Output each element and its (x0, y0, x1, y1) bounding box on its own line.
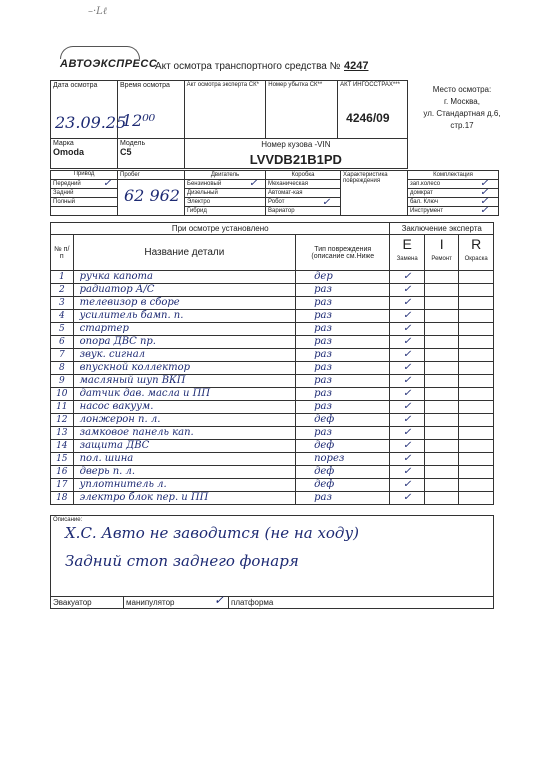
row-repair-cell (424, 453, 458, 466)
row-damage-type: раз (296, 492, 390, 505)
engine-check-icon: ✓ (249, 178, 258, 189)
drive-rear-label: Задний (53, 190, 74, 196)
notes-label: Описание: (53, 517, 83, 523)
row-repair-cell (424, 388, 458, 401)
row-damage-type: деф (296, 414, 390, 427)
row-repair-cell (424, 401, 458, 414)
ingos-value: 4246/09 (346, 111, 390, 125)
col-i-header (424, 235, 458, 271)
row-damage-type: деф (296, 466, 390, 479)
table-row (51, 310, 494, 323)
table-row (51, 427, 494, 440)
make-cell (51, 139, 118, 169)
engine-electric (185, 198, 266, 207)
row-number: 7 (51, 349, 74, 362)
row-part-name: усилитель бамп. п. (73, 310, 295, 323)
row-part-name: ручка капота (73, 271, 295, 284)
gearbox-manual-label: Механическая (268, 181, 309, 187)
row-paint-cell (459, 362, 494, 375)
time-label: Время осмотра (119, 82, 170, 89)
row-replace-check: ✓ (390, 297, 424, 310)
row-part-name: замковое панель кап. (73, 427, 295, 440)
row-damage-type: раз (296, 427, 390, 440)
col-i-sub: Ремонт (431, 256, 452, 262)
table-row (51, 323, 494, 336)
row-number: 3 (51, 297, 74, 310)
row-part-name: насос вакуум. (73, 401, 295, 414)
row-paint-cell (459, 453, 494, 466)
col-type-header (296, 235, 390, 271)
row-part-name: датчик дав. масла и ПП (73, 388, 295, 401)
expert-act-label: Акт осмотра эксперта СК* (186, 82, 259, 88)
row-number: 16 (51, 466, 74, 479)
row-number: 14 (51, 440, 74, 453)
row-repair-cell (424, 284, 458, 297)
row-repair-cell (424, 362, 458, 375)
row-part-name: звук. сигнал (73, 349, 295, 362)
vin-label: Номер кузова -VIN (261, 140, 331, 149)
col-i-letter: I (439, 236, 444, 252)
place-line-3: стр.17 (450, 121, 474, 130)
row-replace-check: ✓ (390, 284, 424, 297)
row-replace-check: ✓ (390, 336, 424, 349)
drive-check-icon: ✓ (103, 178, 112, 189)
row-part-name: уплотнитель л. (73, 479, 295, 492)
row-paint-cell (459, 414, 494, 427)
drive-front (51, 180, 118, 189)
footer-transport (50, 593, 494, 609)
row-damage-type: раз (296, 375, 390, 388)
logo-text: АВТОЭКСПРЕСС (60, 58, 158, 70)
info-row-1 (50, 80, 408, 169)
engine-diesel-label: Дизельный (187, 190, 218, 196)
engine-diesel (185, 189, 266, 198)
row-paint-cell (459, 297, 494, 310)
place-line-2: ул. Стандартная д.6, (423, 109, 501, 118)
row-damage-type: раз (296, 310, 390, 323)
row-repair-cell (424, 271, 458, 284)
damage-char-cell (341, 171, 408, 216)
row-damage-type: раз (296, 336, 390, 349)
engine-hybrid (185, 207, 266, 216)
row-damage-type: раз (296, 323, 390, 336)
equip-check-icon: ✓ (480, 187, 489, 198)
row-damage-type: раз (296, 284, 390, 297)
row-replace-check: ✓ (390, 349, 424, 362)
table-row (51, 479, 494, 492)
ingos-cell (338, 81, 408, 139)
table-row (51, 284, 494, 297)
damage-table (50, 222, 494, 505)
row-number: 6 (51, 336, 74, 349)
row-number: 4 (51, 310, 74, 323)
date-value: 23.09.25 (55, 113, 127, 132)
conclusion-label: Заключение эксперта (401, 224, 482, 233)
drive-label: Привод (73, 171, 95, 177)
table-row (51, 388, 494, 401)
row-number: 1 (51, 271, 74, 284)
row-part-name: масляный шуп ВКП (73, 375, 295, 388)
mileage-cell (118, 180, 185, 216)
table-row (51, 362, 494, 375)
row-repair-cell (424, 440, 458, 453)
table-row (51, 349, 494, 362)
row-repair-cell (424, 427, 458, 440)
row-paint-cell (459, 349, 494, 362)
row-damage-type: раз (296, 362, 390, 375)
row-number: 17 (51, 479, 74, 492)
engine-hybrid-label: Гибрид (187, 208, 207, 214)
row-part-name: лонжерон п. л. (73, 414, 295, 427)
row-paint-cell (459, 479, 494, 492)
row-number: 15 (51, 453, 74, 466)
gearbox-auto-label: Автомат-кая (268, 190, 303, 196)
engine-petrol (185, 180, 266, 189)
established-header (51, 223, 390, 235)
equip-tools (408, 207, 499, 216)
table-row (51, 414, 494, 427)
row-damage-type: дер (296, 271, 390, 284)
place-title: Место осмотра: (432, 85, 492, 94)
row-repair-cell (424, 479, 458, 492)
gearbox-manual (266, 180, 341, 189)
row-paint-cell (459, 388, 494, 401)
row-number: 12 (51, 414, 74, 427)
row-replace-check: ✓ (390, 414, 424, 427)
gearbox-label: Коробка (291, 172, 315, 178)
col-r-header (459, 235, 494, 271)
row-number: 18 (51, 492, 74, 505)
row-part-name: телевизор в сборе (73, 297, 295, 310)
row-paint-cell (459, 492, 494, 505)
equip-wrench-label: бал. Ключ (410, 199, 438, 205)
row-repair-cell (424, 375, 458, 388)
table-row (51, 466, 494, 479)
gearbox-cvt-label: Вариатор (268, 208, 295, 214)
equip-spare-label: зап.колесо (410, 181, 441, 187)
engine-petrol-label: Бензиновый (187, 181, 222, 187)
row-repair-cell (424, 297, 458, 310)
drive-front-label: Передний (53, 181, 81, 187)
drive-full (51, 198, 118, 207)
table-row (51, 492, 494, 505)
col-name-label: Название детали (144, 247, 225, 258)
row-number: 5 (51, 323, 74, 336)
place-line-1: г. Москва, (444, 97, 480, 106)
row-damage-type: раз (296, 401, 390, 414)
col-no-header (51, 235, 74, 271)
platform-cell (229, 597, 494, 609)
conclusion-header (390, 223, 494, 235)
model-cell (117, 139, 184, 169)
table-row (51, 271, 494, 284)
notes-line-2: Задний стоп заднего фонаря (65, 552, 299, 570)
ingos-label: АКТ ИНГОССТРАХ*** (340, 82, 400, 88)
col-type-label: Тип повреждения (описание см.Ниже (311, 245, 375, 260)
table-row (51, 453, 494, 466)
row-paint-cell (459, 466, 494, 479)
table-row (51, 375, 494, 388)
row-part-name: электро блок пер. и ПП (73, 492, 295, 505)
row-number: 10 (51, 388, 74, 401)
manip-check-icon: ✓ (214, 593, 225, 607)
established-label: При осмотре установлено (171, 224, 269, 233)
row-paint-cell (459, 323, 494, 336)
col-e-sub: Замена (396, 256, 418, 262)
make-label: Марка (53, 140, 74, 147)
evac-cell (51, 597, 124, 609)
notes-line-1: Х.С. Авто не заводится (не на ходу) (65, 524, 359, 542)
time-cell (117, 81, 184, 139)
row-paint-cell (459, 336, 494, 349)
row-replace-check: ✓ (390, 362, 424, 375)
table-row (51, 440, 494, 453)
col-no-label: № п/п (54, 245, 70, 260)
row-paint-cell (459, 440, 494, 453)
row-number: 13 (51, 427, 74, 440)
row-replace-check: ✓ (390, 375, 424, 388)
equip-check-icon: ✓ (480, 178, 489, 189)
equip-tools-label: Инструмент (410, 208, 444, 214)
act-number: 4247 (344, 60, 369, 72)
row-replace-check: ✓ (390, 427, 424, 440)
expert-act-cell (184, 81, 266, 139)
engine-label: Двигатель (210, 172, 240, 178)
table-row (51, 336, 494, 349)
row-number: 2 (51, 284, 74, 297)
car-logo-icon (60, 46, 140, 59)
row-damage-type: раз (296, 388, 390, 401)
loss-number-cell (266, 81, 338, 139)
mileage-header (118, 171, 185, 180)
row-repair-cell (424, 349, 458, 362)
row-part-name: защита ДВС (73, 440, 295, 453)
table-row (51, 297, 494, 310)
damage-char-label: Характеристика повреждения (343, 172, 388, 184)
row-paint-cell (459, 271, 494, 284)
row-replace-check: ✓ (390, 453, 424, 466)
model-value: C5 (119, 147, 132, 157)
col-e-letter: E (402, 236, 412, 252)
row-paint-cell (459, 427, 494, 440)
make-value: Omoda (53, 147, 85, 157)
row-damage-type: деф (296, 440, 390, 453)
platform-label: платформа (231, 598, 274, 607)
row-replace-check: ✓ (390, 401, 424, 414)
row-replace-check: ✓ (390, 492, 424, 505)
row-damage-type: деф (296, 479, 390, 492)
notes-box (50, 515, 494, 597)
row-number: 9 (51, 375, 74, 388)
gearbox-robot-label: Робот (268, 199, 285, 205)
col-name-header (73, 235, 295, 271)
row-paint-cell (459, 401, 494, 414)
corner-scribble: –·Lℓ (88, 6, 107, 17)
row-number: 8 (51, 362, 74, 375)
gearbox-robot (266, 198, 341, 207)
company-logo (60, 58, 157, 70)
row-replace-check: ✓ (390, 271, 424, 284)
document-title: Акт осмотра транспортного средства № (155, 61, 341, 72)
row-paint-cell (459, 310, 494, 323)
row-number: 11 (51, 401, 74, 414)
time-value: 12⁰⁰ (121, 111, 156, 130)
row-part-name: опора ДВС пр. (73, 336, 295, 349)
row-part-name: радиатор А/С (73, 284, 295, 297)
vin-value: LVVDB21B1PD (249, 152, 342, 167)
equip-jack-label: домкрат (410, 190, 433, 196)
equip-check-icon: ✓ (480, 196, 489, 207)
row-repair-cell (424, 492, 458, 505)
row-damage-type: порез (296, 453, 390, 466)
drive-full-label: Полный (53, 199, 75, 205)
col-e-header (390, 235, 424, 271)
col-r-sub: Окраска (464, 256, 488, 262)
row-part-name: стартер (73, 323, 295, 336)
col-r-letter: R (471, 236, 482, 252)
evac-label: Эвакуатор (53, 598, 92, 607)
loss-number-label: Номер убытка СК** (268, 82, 323, 88)
row-paint-cell (459, 284, 494, 297)
drive-empty (51, 207, 118, 216)
vin-cell (184, 139, 407, 169)
vehicle-config-row (50, 170, 499, 216)
row-part-name: впускной коллектор (73, 362, 295, 375)
row-replace-check: ✓ (390, 466, 424, 479)
row-replace-check: ✓ (390, 440, 424, 453)
gearbox-check-icon: ✓ (322, 197, 331, 208)
row-repair-cell (424, 323, 458, 336)
manip-cell (124, 593, 229, 609)
row-part-name: дверь п. л. (73, 466, 295, 479)
mileage-label: Пробег (120, 172, 140, 178)
row-damage-type: раз (296, 349, 390, 362)
row-repair-cell (424, 336, 458, 349)
gearbox-header (266, 171, 341, 180)
inspection-place (412, 84, 512, 132)
row-replace-check: ✓ (390, 323, 424, 336)
row-repair-cell (424, 414, 458, 427)
equip-label: Комплектация (433, 172, 473, 178)
mileage-value: 62 962 (124, 186, 180, 205)
row-repair-cell (424, 466, 458, 479)
row-replace-check: ✓ (390, 388, 424, 401)
date-cell (51, 81, 127, 139)
engine-electric-label: Электро (187, 199, 211, 205)
row-replace-check: ✓ (390, 310, 424, 323)
date-label: Дата осмотра (53, 82, 98, 89)
row-repair-cell (424, 310, 458, 323)
row-damage-type: раз (296, 297, 390, 310)
drive-rear (51, 189, 118, 198)
equip-check-icon: ✓ (480, 205, 489, 216)
row-replace-check: ✓ (390, 479, 424, 492)
model-label: Модель (119, 140, 146, 147)
table-row (51, 401, 494, 414)
row-paint-cell (459, 375, 494, 388)
row-part-name: пол. шина (73, 453, 295, 466)
manip-label: манипулятор (126, 598, 175, 607)
